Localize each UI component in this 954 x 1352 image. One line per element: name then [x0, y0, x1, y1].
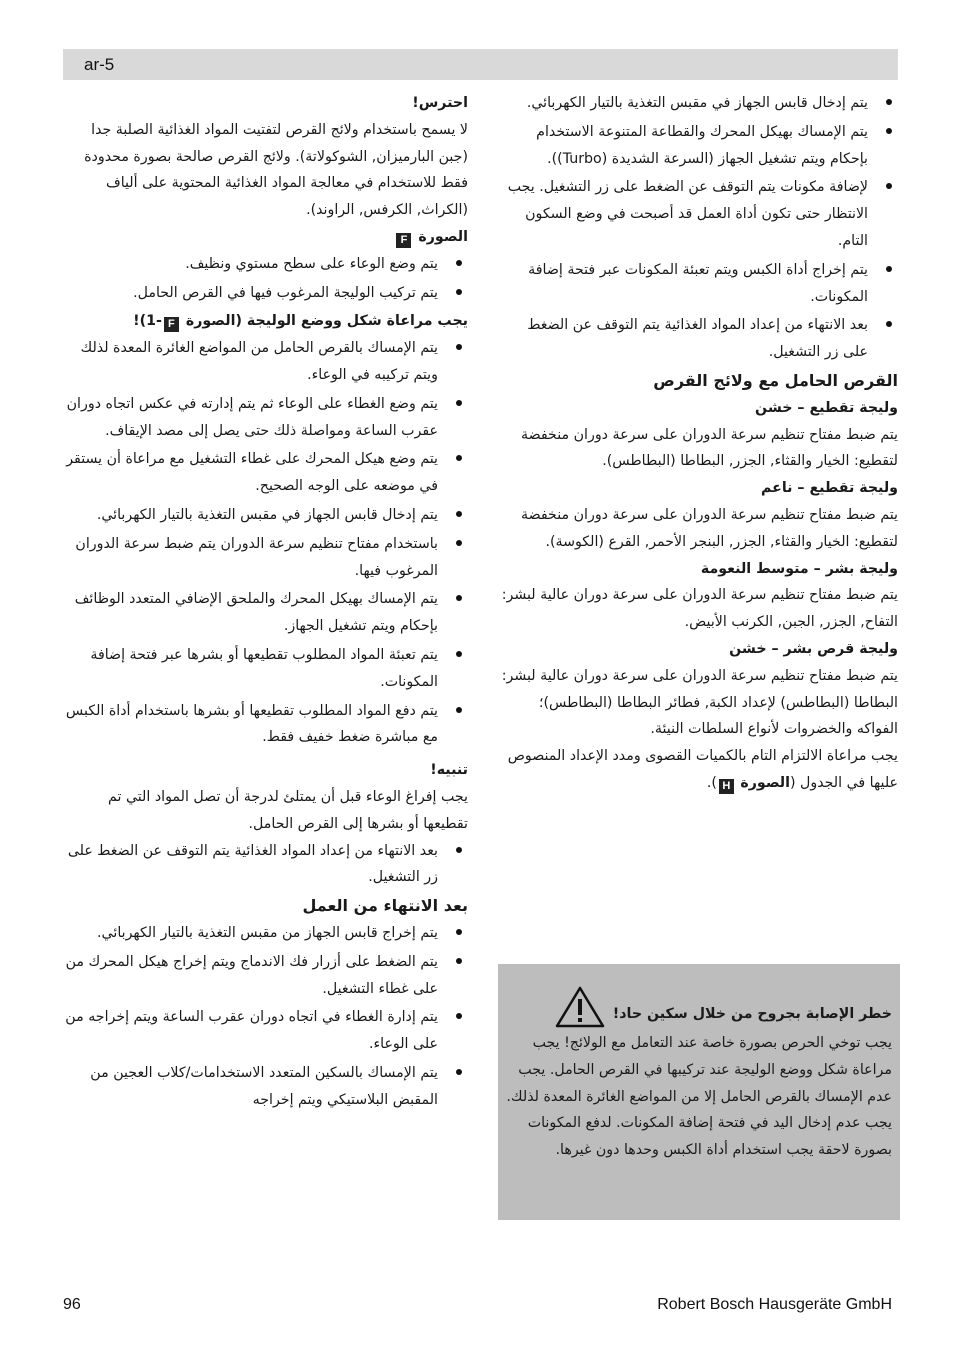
caution-text: لا يسمح باستخدام ولائج القرص لتفتيت المواد الغذائية الصلبة جدا (جبن البارميزان, الشوكولاتة). ولائج القرص صالحة بصورة محدودة فقط للاستخدام في معالجة المواد الغذائية المحتوية على ألياف (الكراث, الكرفس, الراوند). [84, 121, 468, 219]
list-item: باستخدام مفتاح تنظيم سرعة الدوران يتم ضبط سرعة الدوران المرغوب فيها. [63, 531, 438, 585]
max-quantity-note: يجب مراعاة الالتزام التام بالكميات القصوى ومدد الإعداد المنصوص عليها في الجدول (الصورة H). [507, 748, 898, 792]
right-column [500, 90, 898, 797]
list-item: يتم إدخال قابس الجهاز في مقبس التغذية بالتيار الكهربائي. [63, 502, 438, 529]
left-column [63, 90, 468, 1115]
intro-list [500, 90, 898, 366]
figure-word: الصورة [740, 774, 790, 791]
warning-text: يجب توخي الحرص بصورة خاصة عند التعامل مع الولائج! يجب مراعاة شكل ووضع الوليجة عند تركيبها في القرص الحامل. يجب عدم الإمساك بالقرص الحامل إلا من المواضع الغائرة المعدة لذلك. [506, 1035, 892, 1105]
insert-text: يتم ضبط مفتاح تنظيم سرعة الدوران على سرعة دوران منخفضة لتقطيع: الخيار والقثاء, الجزر, البطاطا (البطاطس). [520, 426, 898, 470]
list-item: يتم تعبئة المواد المطلوب تقطيعها أو بشرها عبر فتحة إضافة المكونات. [63, 642, 438, 696]
list-item: يتم الإمساك بهيكل المحرك والقطاعة المتنوعة الاستخدام بإحكام ويتم تشغيل الجهاز (السرعة الشديدة (Turbo)). [500, 119, 868, 173]
list-item: يتم تركيب الوليجة المرغوب فيها في القرص الحامل. [63, 280, 438, 307]
warning-triangle-icon [555, 986, 605, 1028]
list-item: لإضافة مكونات يتم التوقف عن الضغط على زر التشغيل. يجب الانتظار حتى تكون أداة العمل قد أصبحت في وضع السكون التام. [500, 174, 868, 254]
notice-text: يجب إفراغ الوعاء قبل أن يمتلئ لدرجة أن تصل المواد التي تم تقطيعها أو بشرها إلى القرص الحامل. [108, 788, 468, 832]
section-title: القرص الحامل مع ولائج القرص [653, 370, 898, 390]
insert-title: وليجة تقطيع – ناعم [761, 480, 898, 497]
list-item: يتم إخراج أداة الكبس ويتم تعبئة المكونات عبر فتحة إضافة المكونات. [500, 257, 868, 311]
steps-list [63, 838, 468, 892]
list-item: يتم الإمساك بهيكل المحرك والملحق الإضافي المتعدد الوظائف بإحكام ويتم تشغيل الجهاز. [63, 586, 438, 640]
list-item: يتم الضغط على أزرار فك الاندماج ويتم إخراج هيكل المحرك من على غطاء التشغيل. [63, 949, 438, 1003]
list-item: يتم وضع هيكل المحرك على غطاء التشغيل مع مراعاة أن يستقر في موضعه على الوجه الصحيح. [63, 446, 438, 500]
section-title: بعد الانتهاء من العمل [302, 896, 468, 916]
list-item: بعد الانتهاء من إعداد المواد الغذائية يتم التوقف عن الضغط على زر التشغيل. [63, 838, 438, 892]
caution-title: احترس! [412, 95, 468, 111]
page-number: 96 [63, 1296, 81, 1313]
insert-title: وليجة بشر – متوسط النعومة [700, 560, 898, 577]
figure-badge: F [396, 233, 411, 248]
list-item: بعد الانتهاء من إعداد المواد الغذائية يتم التوقف عن الضغط على زر التشغيل. [500, 312, 868, 366]
figure-badge: F [164, 317, 179, 332]
list-item: يتم إدخال قابس الجهاز في مقبس التغذية بالتيار الكهربائي. [500, 90, 868, 117]
insert-title: وليجة تقطيع – خشن [755, 399, 898, 416]
figure-label: الصورة F [63, 224, 468, 251]
warning-box [498, 964, 900, 1220]
list-item: يتم الإمساك بالسكين المتعدد الاستخدامات/كلاب العجين من المقبض البلاستيكي ويتم إخراجه [63, 1060, 438, 1114]
warning-title: خطر الإصابة بجروح من خلال سكين حاد! [612, 1006, 892, 1023]
shape-note: يجب مراعاة شكل ووضع الوليجة (الصورة F-1)! [133, 313, 468, 331]
insert-text: يتم ضبط مفتاح تنظيم سرعة الدوران على سرعة دوران عالية لبشر: التفاح, الجزر, الجبن, الكرنب الأبيض. [501, 587, 898, 631]
page-code: ar-5 [84, 55, 115, 74]
warning-text: يجب عدم إدخال اليد في فتحة إضافة المكونات. لدفع المكونات بصورة لاحقة يجب استخدام أداة الكبس وحدها دون غيرها. [527, 1115, 892, 1159]
company-name: Robert Bosch Hausgeräte GmbH [657, 1296, 892, 1313]
steps-list [63, 920, 468, 1114]
insert-text: يتم ضبط مفتاح تنظيم سرعة الدوران على سرعة دوران عالية لبشر: البطاطا (البطاطس) لإعداد الكبة, فطائر البطاطا (البطاطس)؛ الفواكه والخضروات لأنواع السلطات النيئة. [501, 667, 898, 738]
list-item: يتم وضع الغطاء على الوعاء ثم يتم إدارته في عكس اتجاه دوران عقرب الساعة ومواصلة ذلك حتى يصل إلى مصد الإيقاف. [63, 391, 438, 445]
steps-list [63, 335, 468, 751]
insert-text: يتم ضبط مفتاح تنظيم سرعة الدوران على سرعة دوران منخفضة لتقطيع: الخيار والقثاء, الجزر, البنجر الأحمر, القرع (الكوسة). [520, 506, 898, 550]
list-item: يتم إدارة الغطاء في اتجاه دوران عقرب الساعة ويتم إخراجه من على الوعاء. [63, 1004, 438, 1058]
figure-badge: H [719, 779, 734, 794]
list-item: يتم وضع الوعاء على سطح مستوي ونظيف. [63, 251, 438, 278]
list-item: يتم الإمساك بالقرص الحامل من المواضع الغائرة المعدة لذلك ويتم تركيبه في الوعاء. [63, 335, 438, 389]
insert-title: وليجة قرص بشر – خشن [729, 640, 898, 657]
header-bar [63, 49, 898, 80]
notice-title: تنبيه! [430, 762, 468, 779]
list-item: يتم دفع المواد المطلوب تقطيعها أو بشرها باستخدام أداة الكبس مع مباشرة ضغط خفيف فقط. [63, 698, 438, 752]
steps-list [63, 251, 468, 307]
warning-header [506, 986, 892, 1028]
list-item: يتم إخراج قابس الجهاز من مقبس التغذية بالتيار الكهربائي. [63, 920, 438, 947]
